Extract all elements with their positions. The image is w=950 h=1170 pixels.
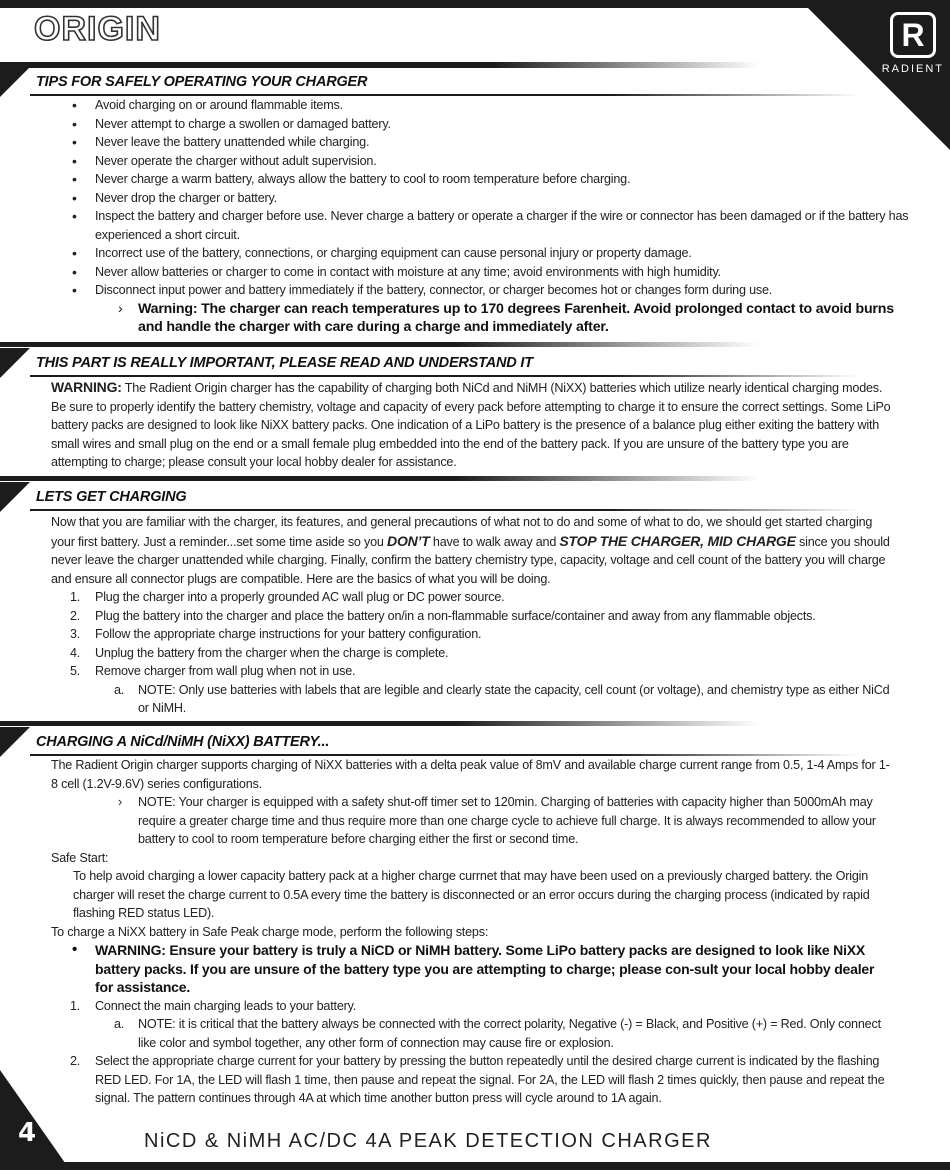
- list-item: • Never operate the charger without adult supervision.: [0, 152, 950, 171]
- step-number: 4.: [70, 645, 81, 660]
- step-number: 3.: [70, 627, 81, 641]
- section-title: CHARGING A NiCd/NiMH (NiXX) BATTERY...: [36, 734, 330, 750]
- temperature-warning: [0, 300, 950, 337]
- step-number: 2.: [70, 608, 81, 623]
- list-item: • Disconnect input power and battery immediately if the battery, connector, or charger becomes hot or changes form during use.: [0, 281, 950, 300]
- sub-step-letter: a.: [114, 682, 125, 697]
- bottom-frame-bar: [0, 1162, 950, 1170]
- section-header: [0, 727, 950, 757]
- note-text: NOTE: Your charger is equipped with a safety shut-off timer set to 120min. Charging of batteries with capacity higher than 5000mAh may require a greater charge time and thus require more than one charge cycle to achieve full charge. It is always recommended to allow your battery to cool to room temperature before charging either the first or second time.: [138, 795, 876, 846]
- nixx-intro: The Radient Origin charger supports charging of NiXX batteries with a delta peak value of 8mV and available charge current range from 0.5, 1-4 Amps for 1-8 cell (1.2V-9.6V) series configurations.: [51, 758, 890, 791]
- stop-emphasis: STOP THE CHARGER, MID CHARGE: [559, 532, 796, 549]
- charging-steps: [0, 588, 950, 681]
- intro-text: Now that you are familiar with the charger, its features, and general precautions of what not to do and some of what to do, we should get started charging your first battery. Just a reminder...set some time aside so you: [51, 515, 873, 549]
- dont-emphasis: DON’T: [387, 532, 430, 549]
- section-top-bar: [0, 342, 760, 347]
- safe-start-label: Safe Start:: [51, 850, 109, 865]
- section-title: LETS GET CHARGING: [36, 489, 187, 505]
- section-header: [0, 482, 950, 512]
- brand-name: RADIENT: [881, 63, 944, 75]
- list-item: [0, 644, 950, 663]
- list-item: [0, 625, 950, 644]
- radient-logo-icon: R: [890, 12, 936, 58]
- timer-note: [0, 793, 950, 849]
- header-underline: [30, 509, 860, 511]
- nixx-section: [0, 727, 950, 1108]
- list-item: • Never allow batteries or charger to come in contact with moisture at any time; avoid environments with high humidity.: [0, 263, 950, 282]
- header-wedge: [0, 482, 30, 512]
- charging-section: [0, 482, 950, 718]
- charging-intro: [0, 513, 950, 588]
- list-item: • Never leave the battery unattended while charging.: [0, 133, 950, 152]
- warning-label: WARNING:: [51, 379, 122, 395]
- intro-text: have to walk away and: [429, 534, 560, 549]
- list-item: • Never attempt to charge a swollen or damaged battery.: [0, 115, 950, 134]
- battery-label-note: [0, 681, 950, 718]
- header-wedge: [0, 727, 30, 757]
- procedure-lead: To charge a NiXX battery in Safe Peak charge mode, perform the following steps:: [51, 924, 489, 939]
- chevron-right-icon: ›: [118, 795, 122, 809]
- section-header: [0, 67, 950, 97]
- list-item: [0, 1052, 950, 1108]
- section-title: THIS PART IS REALLY IMPORTANT, PLEASE READ AND UNDERSTAND IT: [36, 355, 533, 371]
- origin-logo: ORIGIN: [34, 10, 161, 48]
- lipo-warning: • WARNING: Ensure your battery is truly a NiCD or NiMH battery. Some LiPo battery packs are designed to look like NiXX battery packs. If you are unsure of the battery type you are attempting to charge; please con-sult your local hobby dealer for assistance.: [0, 941, 950, 997]
- list-item: • Never drop the charger or battery.: [0, 189, 950, 208]
- tips-section: [0, 67, 950, 337]
- section-title: TIPS FOR SAFELY OPERATING YOUR CHARGER: [36, 74, 368, 90]
- step-number: 1.: [70, 590, 81, 604]
- step-text: Plug the charger into a properly grounded AC wall plug or DC power source.: [95, 590, 505, 604]
- important-section: [0, 348, 950, 472]
- list-item: [0, 588, 950, 607]
- list-item: [0, 997, 950, 1016]
- step-text: Follow the appropriate charge instructions for your battery configuration.: [95, 627, 482, 641]
- list-item: [0, 607, 950, 626]
- section-header: [0, 348, 950, 378]
- nixx-steps: [0, 997, 950, 1016]
- chevron-right-icon: ›: [118, 300, 123, 317]
- header-underline: [30, 375, 860, 377]
- tips-list: [0, 96, 950, 300]
- polarity-note: [0, 1015, 950, 1052]
- step-number: 5.: [70, 664, 81, 678]
- important-paragraph: [0, 378, 950, 472]
- list-item: [0, 662, 950, 681]
- step-text: Remove charger from wall plug when not in use.: [95, 664, 356, 678]
- footer-title: NiCD & NiMH AC/DC 4A PEAK DETECTION CHARGER: [144, 1130, 712, 1152]
- step-number: 2.: [70, 1054, 81, 1068]
- list-item: • Never charge a warm battery, always allow the battery to cool to room temperature before charging.: [0, 170, 950, 189]
- section-top-bar: [0, 476, 760, 481]
- safe-start-text: To help avoid charging a lower capacity battery pack at a higher charge currnet that may have been used on a previously charged battery. the Origin charger will reset the charge current to 0.5A every time the battery is disconnected or an error occurs during the charging process (indicated by rapid flashing RED status LED).: [73, 869, 870, 920]
- intro-text: since you should never leave the charger unattended while charging. Finally, confirm the battery chemistry type, capacity, voltage and cell count of the battery you will charge and ensure all connector plugs are compatible. Here are the basics of what you will be doing.: [51, 534, 890, 586]
- header-underline: [30, 754, 860, 756]
- note-text: NOTE: it is critical that the battery always be connected with the correct polarity, Negative (-) = Black, and Positive (+) = Red. Only connect like color and symbol together, any other form of connection may cause fire or explosion.: [138, 1017, 881, 1050]
- nixx-steps-continued: [0, 1052, 950, 1108]
- warning-text: Warning: The charger can reach temperatures up to 170 degrees Farenheit. Avoid prolonged contact to avoid burns and handle the charger with care during a charge and immediately after.: [138, 300, 894, 335]
- list-item: • Inspect the battery and charger before use. Never charge a battery or operate a charger if the wire or connector has been damaged or if the battery has experienced a short circuit.: [0, 207, 950, 244]
- step-text: Connect the main charging leads to your battery.: [95, 998, 357, 1013]
- list-item: • Incorrect use of the battery, connections, or charging equipment can cause personal injury or property damage.: [0, 244, 950, 263]
- step-text: Unplug the battery from the charger when the charge is complete.: [95, 645, 449, 660]
- note-text: NOTE: Only use batteries with labels that are legible and clearly state the capacity, cell count (or voltage), and chemistry type as either NiCd or NiMH.: [138, 682, 890, 715]
- header-wedge: [0, 348, 30, 378]
- section-top-bar: [0, 721, 760, 726]
- warning-body: The Radient Origin charger has the capability of charging both NiCd and NiMH (NiXX) batteries which utilize nearly identical charging modes. Be sure to properly identify the battery chemistry, voltage and capacity of every pack before attempting to charge it to ensure the correct settings. Some LiPo battery packs are designed to look like NiXX battery packs. One indication of a LiPo battery is the presence of a balance plug either exiting the battery with small wires and small plug on the end or a small female plug embedded into the end of the battery pack. If you are unsure of the battery type you are attempting to charge; please consult your local hobby dealer for assistance.: [51, 381, 891, 469]
- sub-step-letter: a.: [114, 1017, 125, 1031]
- list-item: • Avoid charging on or around flammable items.: [0, 96, 950, 115]
- header-wedge: [0, 67, 30, 97]
- step-number: 1.: [70, 998, 81, 1013]
- step-text: Plug the battery into the charger and place the battery on/in a non-flammable surface/container and away from any flammable objects.: [95, 608, 816, 623]
- step-text: Select the appropriate charge current for your battery by pressing the button repeatedly until the desired charge current is indicated by the flashing RED LED. For 1A, the LED will flash 1 time, then pause and repeat the signal. For 2A, the LED will flash 2 times quickly, then pause and repeat the signal. The pattern continues through 4A at which time another button press will cycle around to 1A again.: [95, 1054, 885, 1105]
- page-number: 4: [18, 1118, 37, 1148]
